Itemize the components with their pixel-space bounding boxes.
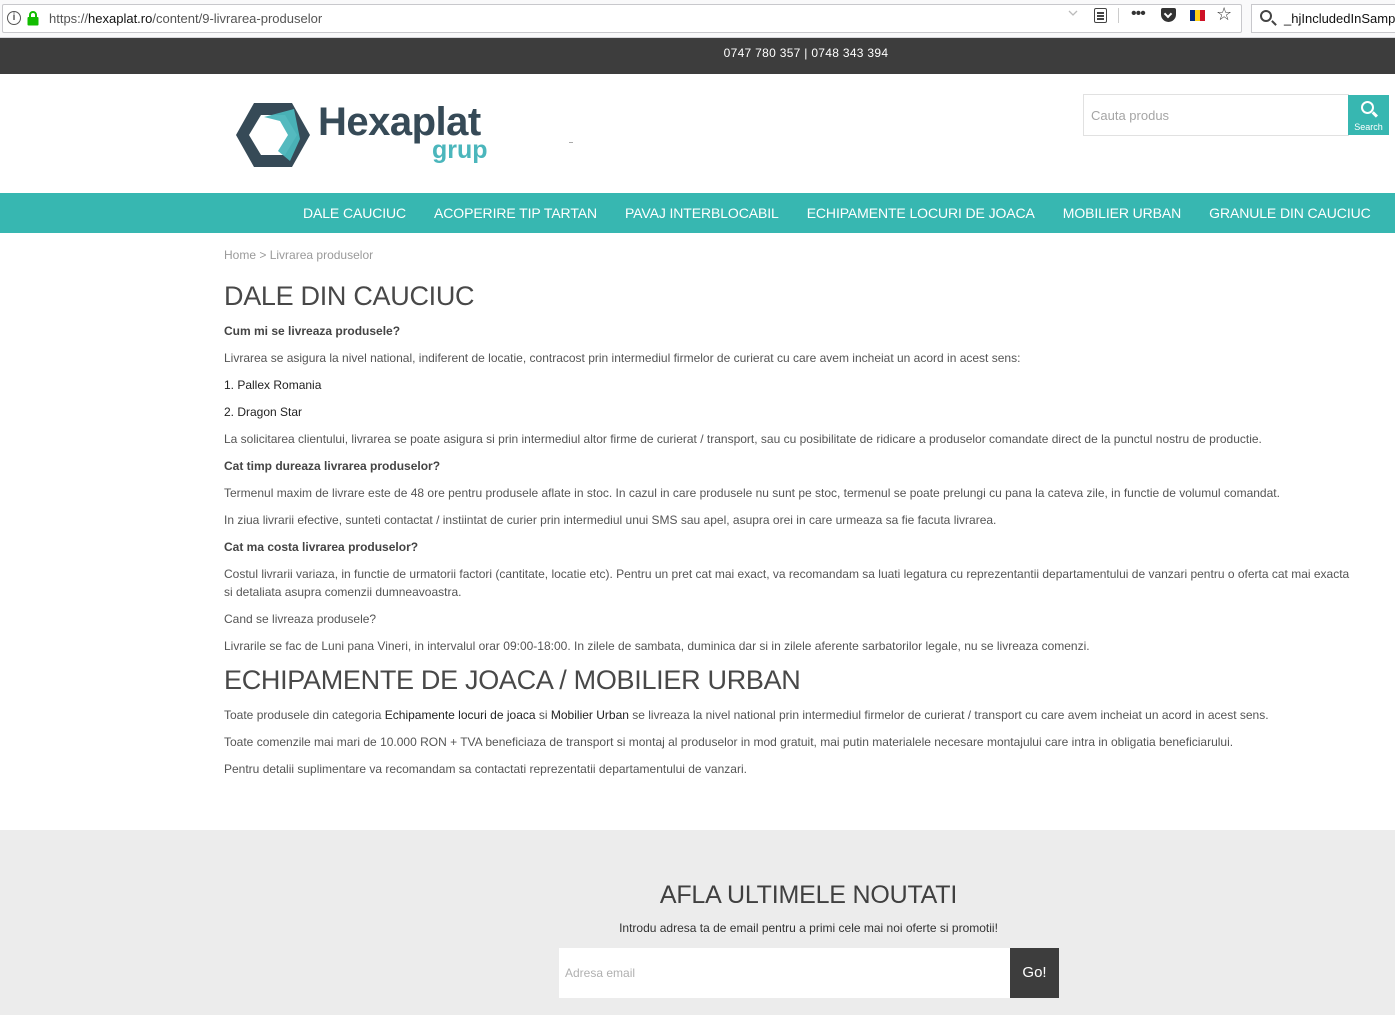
section-title-dale: DALE DIN CAUCIUC [224,281,475,311]
browser-search-value: _hjIncludedInSamp [1284,11,1395,26]
logo-text: Hexaplat [318,100,481,144]
question-how-delivered: Cum mi se livreaza produsele? [224,324,401,338]
paragraph: si detaliata asupra comenzii dumneavoastra. [224,585,462,599]
site-header [0,74,1395,193]
breadcrumb-current: Livrarea produselor [269,248,374,262]
breadcrumb-separator: > [259,248,267,262]
url-text: https://hexaplat.ro/content/9-livrarea-produselor [49,11,323,26]
question-delivery-time: Cat timp dureaza livrarea produselor? [224,459,441,473]
paragraph: La solicitarea clientului, livrarea se poate asigura si prin intermediul altor firme de curierat / transport, sau cu posibilitate de ridicare a produselor comandate direct de la punctul nostru de productie. [224,432,1262,446]
newsletter-email-input[interactable] [559,948,1010,998]
nav-item-acoperire-tip-tartan[interactable]: ACOPERIRE TIP TARTAN [434,205,597,221]
info-icon[interactable]: i [7,11,21,25]
browser-search-box[interactable] [1251,4,1395,33]
paragraph: Toate produsele din categoria Echipamente locuri de joaca si Mobilier Urban se livreaza la nivel national prin intermediul firmelor de curierat / transport cu care avem incheiat un acord in acest sens. [224,708,1269,722]
list-item-courier: 2. Dragon Star [224,405,303,419]
link-echipamente-locuri-de-joaca[interactable]: Echipamente locuri de joaca [384,708,536,722]
nav-item-granule-din-cauciuc[interactable]: GRANULE DIN CAUCIUC [1209,205,1371,221]
logo-subtext: grup [432,136,488,164]
breadcrumb-home[interactable]: Home [224,248,257,262]
chevron-down-icon[interactable] [1068,8,1078,18]
search-icon [1361,101,1374,114]
main-navigation [0,193,1395,233]
paragraph: Livrarea se asigura la nivel national, indiferent de locatie, contracost prin intermediul firmelor de curierat cu care avem incheiat un acord in acest sens: [224,351,1021,365]
paragraph: Livrarile se fac de Luni pana Vineri, in intervalul orar 09:00-18:00. In zilele de sambata, duminica dar si in zilele aferente sarbatorilor legale, nu se livreaza comenzi. [224,639,1090,653]
nav-item-mobilier-urban[interactable]: MOBILIER URBAN [1062,205,1182,221]
paragraph: Pentru detalii suplimentare va recomandam sa contactati reprezentatii departamentului de vanzari. [224,762,747,776]
paragraph: In ziua livrarii efective, sunteti contactat / instiintat de curier prin intermediul unui SMS sau apel, asupra orei in care urmeaza sa fie facuta livrarea. [224,513,997,527]
paragraph: Toate comenzile mai mari de 10.000 RON + TVA beneficiaza de transport si montaj al produselor in mod gratuit, mai putin materialele necesare montajului care intra in obligatia beneficiarului. [224,735,1234,749]
bookmark-star-icon[interactable]: ☆ [1216,4,1233,24]
nav-item-dale-cauciuc[interactable]: DALE CAUCIUC [303,205,407,221]
address-bar[interactable] [2,4,1242,33]
paragraph: Costul livrarii variaza, in functie de urmatorii factori (cantitate, locatie etc). Pentru un pret cat mai exact, va recomandam sa luati legatura cu reprezentantii departamentului de vanzari pentru o oferta cat mai exacta [224,567,1350,581]
more-actions-icon[interactable]: ••• [1131,5,1145,22]
search-icon [1260,10,1272,22]
breadcrumb [224,248,373,262]
newsletter-title: AFLA ULTIMELE NOUTATI [659,881,958,909]
browser-toolbar [0,0,1395,38]
newsletter-subtitle: Introdu adresa ta de email pentru a primi cele mai noi oferte si promotii! [619,921,998,935]
list-item-courier: 1. Pallex Romania [224,378,322,392]
newsletter-section [0,830,1395,1015]
hexagon-logo-icon [234,99,314,169]
romania-flag-icon[interactable] [1190,10,1205,21]
site-logo[interactable] [234,99,514,169]
nav-item-pavaj-interblocabil[interactable]: PAVAJ INTERBLOCABIL [624,205,779,221]
search-button-label: Search [1354,122,1383,132]
phone-numbers: 0747 780 357 | 0748 343 394 [723,46,889,60]
product-search-input[interactable] [1083,94,1349,136]
top-contact-bar [0,38,1395,74]
link-mobilier-urban[interactable]: Mobilier Urban [550,708,629,722]
question-when-delivered: Cand se livreaza produsele? [224,612,377,626]
product-search [1083,94,1389,136]
toolbar-separator [1118,8,1119,23]
lock-icon [27,11,39,26]
newsletter-submit-button[interactable]: Go! [1010,948,1059,998]
search-button[interactable] [1348,95,1389,135]
section-title-echipamente: ECHIPAMENTE DE JOACA / MOBILIER URBAN [224,665,801,695]
paragraph: Termenul maxim de livrare este de 48 ore pentru produsele aflate in stoc. In cazul in care produsele nu sunt pe stoc, termenul se poate prelungi cu pana la cateva zile, in functie de volumul comandat. [224,486,1280,500]
nav-item-echipamente-locuri-de-joaca[interactable]: ECHIPAMENTE LOCURI DE JOACA [806,205,1035,221]
reader-view-icon[interactable] [1094,8,1107,23]
decorative-mark [569,142,573,143]
question-delivery-cost: Cat ma costa livrarea produselor? [224,540,419,554]
